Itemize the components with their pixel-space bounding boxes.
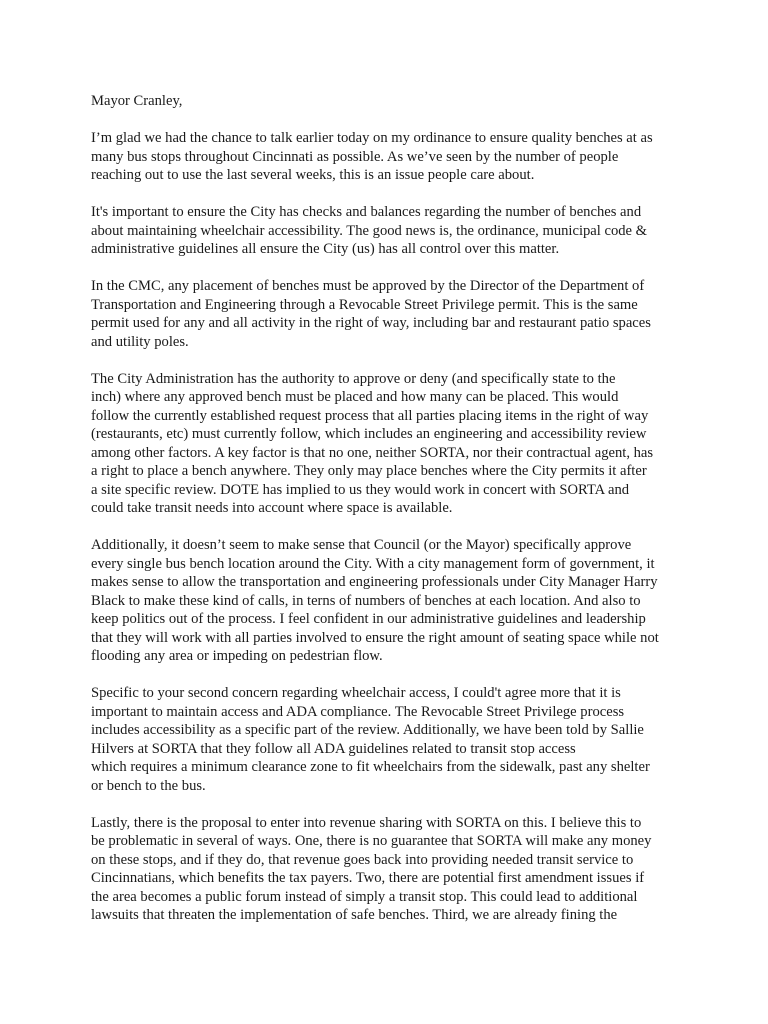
paragraph-line: flooding any area or impeding on pedestrian flow. bbox=[91, 648, 383, 664]
salutation-text: Mayor Cranley, bbox=[91, 93, 183, 109]
paragraph-line: The City Administration has the authority to approve or deny (and specifically state to the bbox=[91, 370, 616, 387]
paragraph-line: important to maintain access and ADA compliance. The Revocable Street Privilege process bbox=[91, 703, 625, 720]
paragraph bbox=[91, 536, 681, 666]
paragraph-line: inch) where any approved bench must be placed and how many can be placed. This would bbox=[91, 389, 619, 405]
paragraph-line: Hilvers at SORTA that they follow all ADA guidelines related to transit stop access bbox=[91, 740, 576, 757]
paragraph-line: a site specific review. DOTE has implied to us they would work in concert with SORTA and bbox=[91, 481, 630, 498]
letter-body bbox=[91, 92, 681, 943]
paragraph-line: includes accessibility as a specific part of the review. Additionally, we have been told by Sallie bbox=[91, 722, 644, 738]
paragraph-line: about maintaining wheelchair accessibility. The good news is, the ordinance, municipal code & bbox=[91, 222, 648, 239]
paragraph-line: that they will work with all parties involved to ensure the right amount of seating space while not bbox=[91, 629, 659, 646]
paragraph-line: a right to place a bench anywhere. They only may place benches where the City permits it after bbox=[91, 463, 647, 479]
paragraph bbox=[91, 684, 681, 795]
paragraph bbox=[91, 277, 681, 351]
paragraph-line: on these stops, and if they do, that revenue goes back into providing needed transit service to bbox=[91, 851, 634, 868]
paragraph-line: Cincinnatians, which benefits the tax payers. Two, there are potential first amendment issues if bbox=[91, 870, 645, 886]
paragraph bbox=[91, 814, 681, 925]
paragraph-line: (restaurants, etc) must currently follow, which includes an engineering and accessibility review bbox=[91, 426, 647, 442]
paragraph-line: the area becomes a public forum instead of simply a transit stop. This could lead to additional bbox=[91, 888, 638, 905]
paragraph-line: lawsuits that threaten the implementation of safe benches. Third, we are already fining the bbox=[91, 907, 618, 923]
paragraph-line: reaching out to use the last several weeks, this is an issue people care about. bbox=[91, 167, 535, 183]
paragraph-line: be problematic in several of ways. One, there is no guarantee that SORTA will make any money bbox=[91, 833, 652, 849]
paragraph-line: many bus stops throughout Cincinnati as possible. As we’ve seen by the number of people bbox=[91, 148, 619, 165]
paragraph-line: which requires a minimum clearance zone to fit wheelchairs from the sidewalk, past any shelter bbox=[91, 759, 650, 775]
paragraph-line: permit used for any and all activity in the right of way, including bar and restaurant patio spaces bbox=[91, 315, 651, 331]
paragraph-line: Lastly, there is the proposal to enter into revenue sharing with SORTA on this. I believe this to bbox=[91, 814, 642, 831]
letter-paragraphs bbox=[91, 129, 681, 925]
paragraph-line: In the CMC, any placement of benches must be approved by the Director of the Department of bbox=[91, 278, 645, 294]
paragraph-line: and utility poles. bbox=[91, 333, 189, 350]
paragraph-line: or bench to the bus. bbox=[91, 777, 206, 794]
salutation bbox=[91, 92, 681, 111]
paragraph-line: Additionally, it doesn’t seem to make sense that Council (or the Mayor) specifically approve bbox=[91, 537, 632, 553]
paragraph-line: makes sense to allow the transportation and engineering professionals under City Manager Harry bbox=[91, 574, 658, 590]
paragraph-line: could take transit needs into account where space is available. bbox=[91, 500, 453, 516]
paragraph-line: administrative guidelines all ensure the City (us) has all control over this matter. bbox=[91, 241, 560, 257]
paragraph-line: Black to make these kind of calls, in terns of numbers of benches at each location. And also to bbox=[91, 592, 641, 609]
paragraph bbox=[91, 203, 681, 259]
paragraph-line: follow the currently established request process that all parties placing items in the right of way bbox=[91, 407, 649, 424]
paragraph-line: every single bus bench location around the City. With a city management form of government, it bbox=[91, 555, 655, 572]
paragraph-line: keep politics out of the process. I feel confident in our administrative guidelines and leadership bbox=[91, 611, 646, 627]
paragraph bbox=[91, 129, 681, 185]
paragraph-line: Specific to your second concern regarding wheelchair access, I could't agree more that it is bbox=[91, 685, 621, 701]
paragraph-line: I’m glad we had the chance to talk earlier today on my ordinance to ensure quality benches at as bbox=[91, 130, 653, 146]
paragraph-line: It's important to ensure the City has checks and balances regarding the number of benches and bbox=[91, 204, 642, 220]
paragraph-line: Transportation and Engineering through a Revocable Street Privilege permit. This is the same bbox=[91, 296, 638, 313]
paragraph bbox=[91, 370, 681, 518]
paragraph-line: among other factors. A key factor is that no one, neither SORTA, nor their contractual agent, has bbox=[91, 444, 654, 461]
